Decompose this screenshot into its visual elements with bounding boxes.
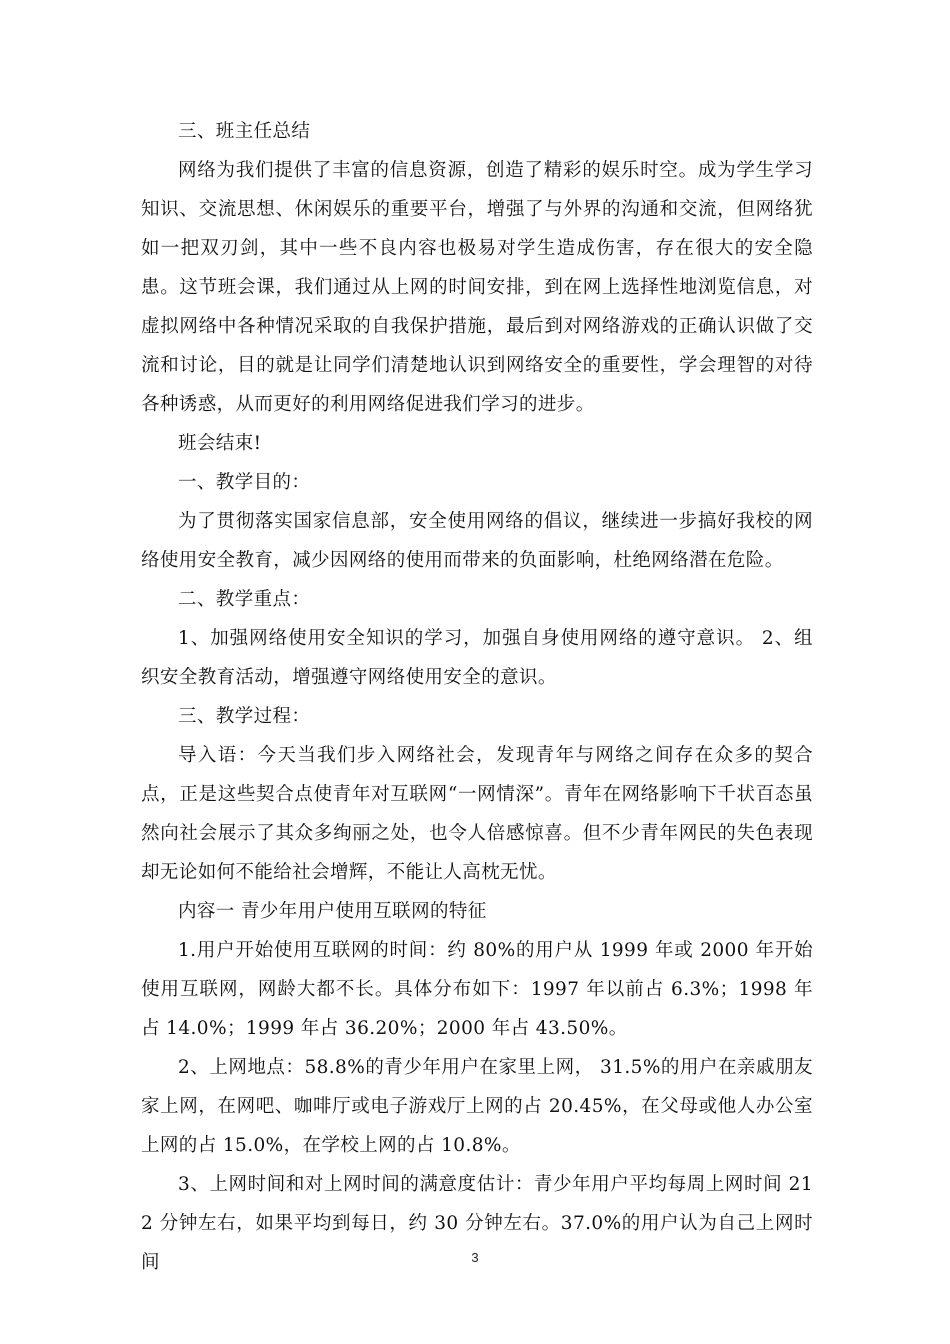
subheading-content-one: 内容一 青少年用户使用互联网的特征 [178, 901, 487, 922]
section-heading-summary: 三、班主任总结 [178, 121, 311, 142]
section-heading-teaching-focus: 二、教学重点： [178, 589, 311, 610]
paragraph-introduction: 导入语：今天当我们步入网络社会，发现青年与网络之间存在众多的契合点，正是这些契合点使青年对互联网“一网情深”。青年在网络影响下千状百态虽然向社会展示了其众多绚丽之处，也令人倍感惊喜。但不少青年网民的失色表现却无论如何不能给社会增辉，不能让人高枕无忧。 [141, 745, 813, 883]
paragraph-usage-location: 2、上网地点：58.8%的青少年用户在家里上网， 31.5%的用户在亲戚朋友家上网，在网吧、咖啡厅或电子游戏厅上网的占 20.45%，在父母或他人办公室上网的占 15.0%，在学校上网的占 10.8%。 [141, 1057, 813, 1156]
section-heading-teaching-goal: 一、教学目的： [178, 472, 311, 493]
paragraph-teaching-goal: 为了贯彻落实国家信息部，安全使用网络的倡议，继续进一步搞好我校的网络使用安全教育，减少因网络的使用而带来的负面影响，杜绝网络潜在危险。 [141, 511, 813, 571]
paragraph-teaching-focus: 1、加强网络使用安全知识的学习，加强自身使用网络的遵守意识。 2、组织安全教育活动，增强遵守网络使用安全的意识。 [141, 628, 813, 688]
page-number: 3 [471, 1250, 479, 1265]
paragraph-usage-start-time: 1.用户开始使用互联网的时间：约 80%的用户从 1999 年或 2000 年开始使用互联网，网龄大都不长。具体分布如下：1997 年以前占 6.3%；1998 年占 14.0%；1999 年占 36.20%；2000 年占 43.50%。 [141, 940, 813, 1039]
paragraph-usage-duration: 3、上网时间和对上网时间的满意度估计：青少年用户平均每周上网时间 212 分钟左右，如果平均到每日，约 30 分钟左右。37.0%的用户认为自己上网时间 [141, 1174, 813, 1273]
paragraph-summary: 网络为我们提供了丰富的信息资源，创造了精彩的娱乐时空。成为学生学习知识、交流思想、休闲娱乐的重要平台，增强了与外界的沟通和交流，但网络犹如一把双刃剑，其中一些不良内容也极易对学生造成伤害，存在很大的安全隐患。这节班会课，我们通过从上网的时间安排，到在网上选择性地浏览信息，对虚拟网络中各种情况采取的自我保护措施，最后到对网络游戏的正确认识做了交流和讨论，目的就是让同学们清楚地认识到网络安全的重要性，学会理智的对待各种诱惑，从而更好的利用网络促进我们学习的进步。 [141, 160, 813, 415]
paragraph-meeting-end: 班会结束! [178, 433, 262, 454]
section-heading-teaching-process: 三、教学过程： [178, 706, 311, 727]
document-body [141, 112, 813, 1282]
